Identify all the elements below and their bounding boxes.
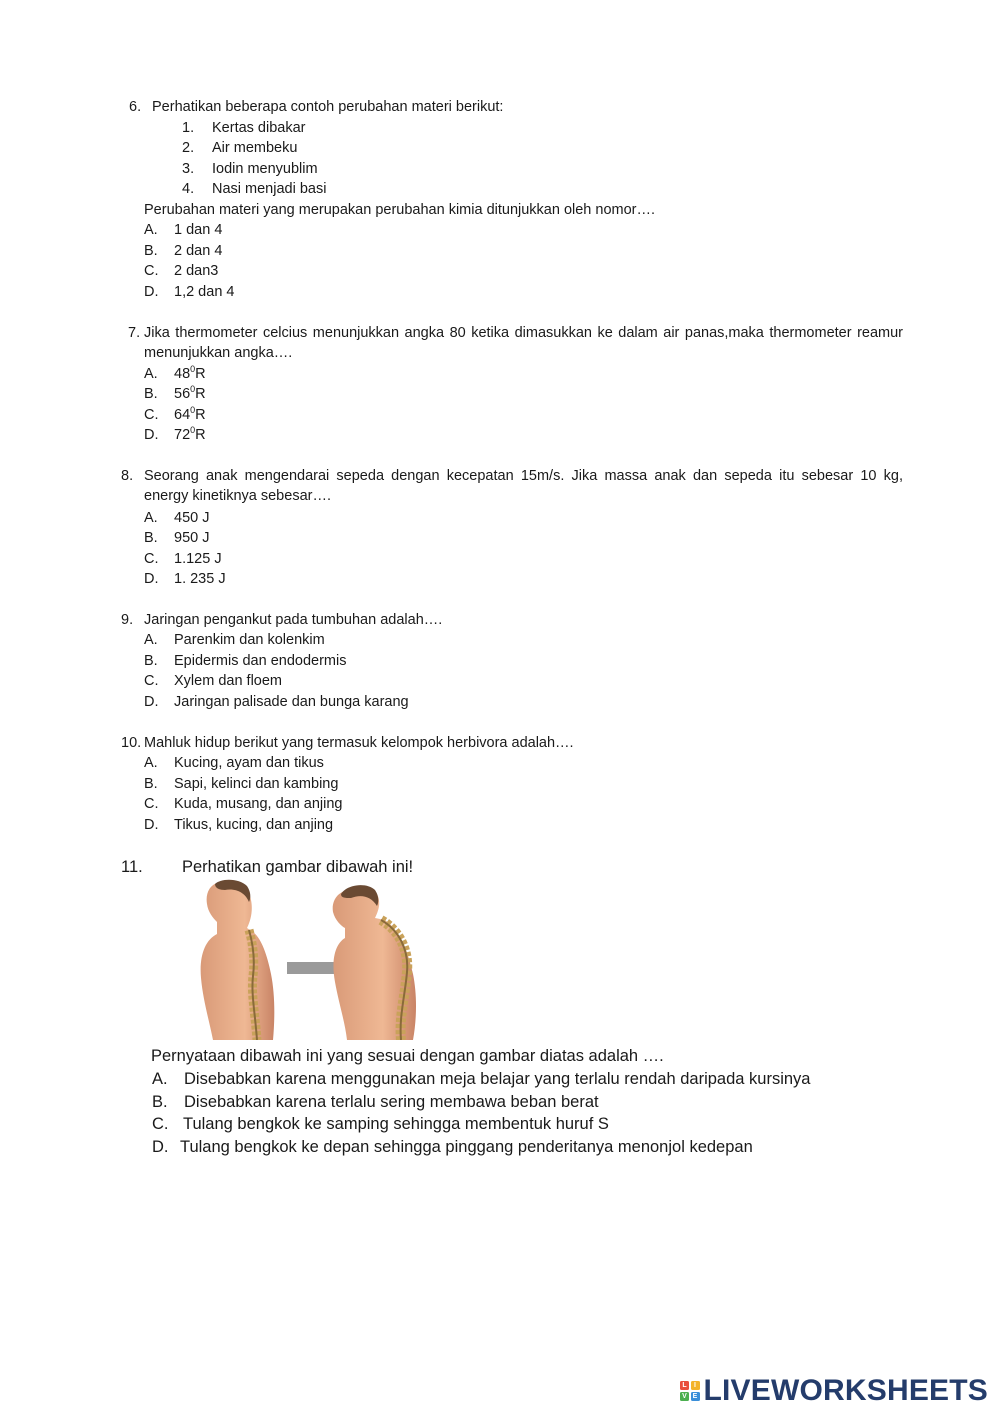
unit: R — [195, 427, 206, 443]
liveworksheets-logo — [680, 1374, 988, 1408]
option-letter[interactable]: D. — [144, 284, 159, 300]
question-number: 10. — [121, 735, 142, 751]
option-text[interactable]: 2 dan 4 — [174, 243, 223, 259]
option-text[interactable]: Epidermis dan endodermis — [174, 653, 347, 669]
degree-symbol: 0 — [190, 405, 196, 415]
option-text[interactable]: 950 J — [174, 530, 210, 546]
option-text[interactable]: 1,2 dan 4 — [174, 284, 235, 300]
option-text[interactable]: Sapi, kelinci dan kambing — [174, 776, 339, 792]
option-letter[interactable]: B. — [144, 243, 158, 259]
degree-symbol: 0 — [190, 425, 196, 435]
question-stem: Perhatikan gambar dibawah ini! — [182, 858, 414, 876]
item-text: Iodin menyublim — [212, 161, 318, 177]
degree-symbol: 0 — [190, 384, 196, 394]
option-text[interactable]: Parenkim dan kolenkim — [174, 632, 325, 648]
option-text[interactable]: Disebabkan karena menggunakan meja belajar yang terlalu rendah daripada kursinya — [184, 1070, 811, 1088]
option-letter[interactable]: A. — [144, 222, 158, 238]
option-letter[interactable]: D. — [152, 1138, 169, 1156]
option-letter[interactable]: A. — [144, 755, 158, 771]
option-text[interactable] — [174, 425, 206, 445]
option-letter[interactable]: B. — [144, 386, 158, 402]
option-value: 56 — [174, 386, 191, 402]
option-letter[interactable]: C. — [144, 263, 159, 279]
option-text[interactable]: 2 dan3 — [174, 263, 219, 279]
item-text: Kertas dibakar — [212, 120, 306, 136]
question-number: 6. — [129, 99, 142, 115]
option-letter[interactable]: A. — [152, 1070, 168, 1088]
question-stem: Jika thermometer celcius menunjukkan angka 80 ketika dimasukkan ke dalam air panas,maka thermometer reamur menunjukkan angka…. — [144, 325, 903, 361]
normal-posture-figure — [201, 880, 275, 1040]
option-text[interactable] — [174, 405, 206, 425]
question-prompt: Pernyataan dibawah ini yang sesuai dengan gambar diatas adalah …. — [151, 1047, 664, 1065]
question-number: 9. — [121, 612, 134, 628]
option-letter[interactable]: A. — [144, 366, 158, 382]
logo-tile: V — [680, 1392, 689, 1401]
question-number: 8. — [121, 468, 134, 484]
item-text: Nasi menjadi basi — [212, 181, 327, 197]
item-number: 1. — [182, 120, 195, 136]
unit: R — [195, 386, 206, 402]
item-number: 4. — [182, 181, 195, 197]
option-letter[interactable]: D. — [144, 571, 159, 587]
option-letter[interactable]: C. — [144, 796, 159, 812]
option-letter[interactable]: B. — [144, 530, 158, 546]
option-value: 72 — [174, 427, 191, 443]
option-letter[interactable]: A. — [144, 510, 158, 526]
option-text[interactable]: Tikus, kucing, dan anjing — [174, 817, 334, 833]
item-number: 3. — [182, 161, 195, 177]
option-text[interactable]: Disebabkan karena terlalu sering membawa beban berat — [184, 1093, 599, 1111]
option-text[interactable]: 1 dan 4 — [174, 222, 223, 238]
option-letter[interactable]: D. — [144, 817, 159, 833]
item-text: Air membeku — [212, 140, 298, 156]
option-text[interactable]: 1.125 J — [174, 551, 222, 567]
option-text[interactable]: Kucing, ayam dan tikus — [174, 755, 324, 771]
item-number: 2. — [182, 140, 195, 156]
option-letter[interactable]: B. — [144, 776, 158, 792]
degree-symbol: 0 — [190, 364, 196, 374]
option-letter[interactable]: C. — [144, 551, 159, 567]
option-letter[interactable]: D. — [144, 427, 159, 443]
option-text[interactable]: Jaringan palisade dan bunga karang — [174, 694, 409, 710]
brand-name: LIVEWORKSHEETS — [703, 1374, 988, 1407]
option-value: 48 — [174, 366, 191, 382]
option-text[interactable]: Kuda, musang, dan anjing — [174, 796, 343, 812]
option-text[interactable]: 1. 235 J — [174, 571, 226, 587]
option-letter[interactable]: B. — [144, 653, 158, 669]
option-value: 64 — [174, 407, 191, 423]
option-letter[interactable]: C. — [144, 673, 159, 689]
option-letter[interactable]: B. — [152, 1093, 168, 1111]
option-text[interactable]: Tulang bengkok ke samping sehingga membentuk huruf S — [183, 1115, 609, 1133]
option-text[interactable] — [174, 364, 206, 384]
option-text[interactable]: Tulang bengkok ke depan sehingga pinggang penderitanya menonjol kedepan — [180, 1138, 753, 1156]
brand-logo-icon — [680, 1381, 700, 1401]
question-stem: Mahluk hidup berikut yang termasuk kelompok herbivora adalah…. — [144, 735, 574, 751]
posture-spine-comparison-icon — [195, 878, 445, 1040]
option-text[interactable]: 450 J — [174, 510, 210, 526]
logo-tile: I — [691, 1381, 700, 1390]
unit: R — [195, 366, 206, 382]
option-letter[interactable]: D. — [144, 694, 159, 710]
unit: R — [195, 407, 206, 423]
question-number: 7. — [128, 325, 141, 341]
question-number: 11. — [121, 858, 143, 876]
option-text[interactable] — [174, 384, 206, 404]
question-stem: Perhatikan beberapa contoh perubahan materi berikut: — [152, 99, 504, 115]
logo-tile: L — [680, 1381, 689, 1390]
option-letter[interactable]: C. — [152, 1115, 169, 1133]
question-prompt: Perubahan materi yang merupakan perubahan kimia ditunjukkan oleh nomor…. — [144, 202, 656, 218]
question-stem: Seorang anak mengendarai sepeda dengan kecepatan 15m/s. Jika massa anak dan sepeda itu sebesar 10 kg, energy kinetiknya sebesar…. — [144, 468, 903, 504]
option-letter[interactable]: C. — [144, 407, 159, 423]
logo-tile: E — [691, 1392, 700, 1401]
hunched-posture-figure — [333, 885, 416, 1040]
option-letter[interactable]: A. — [144, 632, 158, 648]
option-text[interactable]: Xylem dan floem — [174, 673, 282, 689]
question-stem: Jaringan pengankut pada tumbuhan adalah…. — [144, 612, 443, 628]
